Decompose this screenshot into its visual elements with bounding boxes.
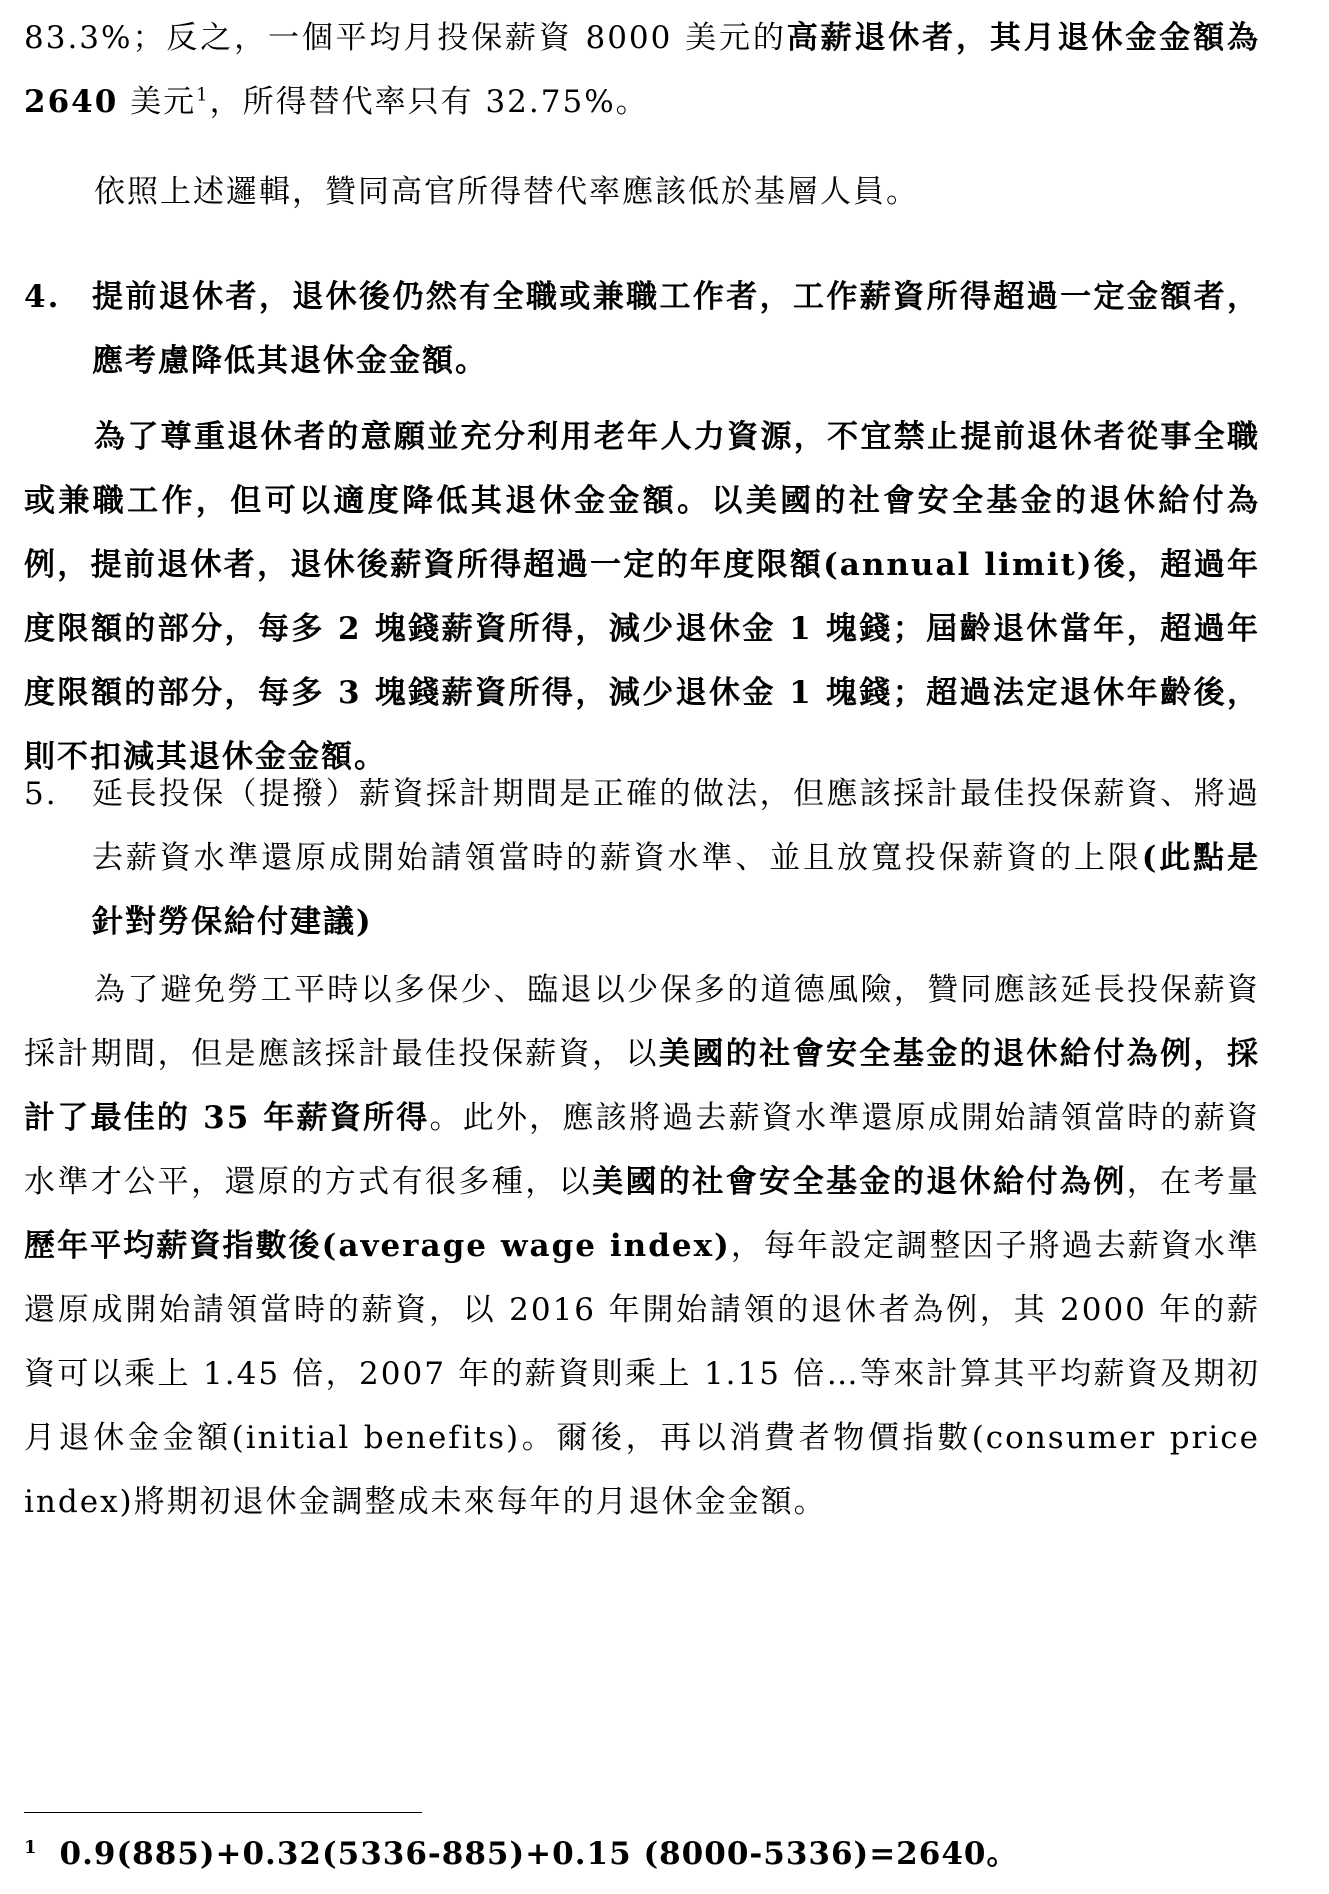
list-number: 5. (24, 776, 58, 812)
paragraph-wage-period (24, 958, 1260, 1534)
text-run: 為了避免勞工平時以多保少、臨退以少保多的道德風險，贊同應該延長投保薪資採計期間，但是應該採計最佳投保薪資，以 (24, 972, 1260, 1072)
text-run: 美元 (118, 84, 197, 120)
bold-text-run: 美國的社會安全基金的退休給付為例 (592, 1164, 1127, 1200)
list-heading-text (92, 762, 1260, 954)
text-run: ，每年設定調整因子將過去薪資水準還原成開始請領當時的薪資，以 2016 年開始請領的退休者為例，其 2000 年的薪資可以乘上 1.45 倍，2007 年的薪資則乘上 1.15 倍…等來計算其平均薪資及期初月退休金金額(initial benefits)。爾後，再以消費者物價指數(consumer price index)將期初退休金調整成未來每年的月退休金金額。 (24, 1228, 1261, 1520)
paragraph-replacement-rate (24, 6, 1260, 134)
text-run: ，在考量 (1126, 1164, 1261, 1200)
list-item-5-heading (24, 762, 1260, 954)
text-run: ，所得替代率只有 32.75%。 (209, 84, 649, 120)
paragraph-early-retirement: 為了尊重退休者的意願並充分利用老年人力資源，不宜禁止提前退休者從事全職或兼職工作，但可以適度降低其退休金金額。以美國的社會安全基金的退休給付為例，提前退休者，退休後薪資所得超過一定的年度限額(annual limit)後，超過年度限額的部分，每多 2 塊錢薪資所得，減少退休金 1 塊錢；屆齡退休當年，超過年度限額的部分，每多 3 塊錢薪資所得，減少退休金 1 塊錢；超過法定退休年齡後，則不扣減其退休金金額。 (24, 419, 1260, 775)
footnote-reference[interactable]: 1 (196, 84, 210, 106)
footnote (24, 1834, 1018, 1874)
list-item-4-heading (24, 265, 1260, 393)
list-number: 4. (24, 279, 61, 315)
bold-text-run: 美國的社會安全基金的退休給付為例，採計了最佳的 35 年薪資所得 (24, 1036, 1261, 1136)
bold-text-run: 歷年平均薪資指數後(average wage index) (24, 1228, 731, 1264)
list-heading-text: 提前退休者，退休後仍然有全職或兼職工作者，工作薪資所得超過一定金額者，應考慮降低其退休金金額。 (92, 279, 1260, 379)
text-run: 83.3%；反之，一個平均月投保薪資 8000 美元的 (24, 20, 787, 56)
footnote-separator (24, 1812, 422, 1813)
bold-text-run: (此點是針對勞保給付建議) (92, 840, 1261, 940)
text-run: 延長投保（提撥）薪資採計期間是正確的做法，但應該採計最佳投保薪資、將過去薪資水準還原成開始請領當時的薪資水準、並且放寬投保薪資的上限 (92, 776, 1260, 876)
text-run: 。此外，應該將過去薪資水準還原成開始請領當時的薪資水準才公平，還原的方式有很多種，以 (24, 1100, 1260, 1200)
bold-text-run: 高薪退休者，其月退休金金額為 2640 (24, 20, 1260, 120)
footnote-mark: 1 (24, 1836, 38, 1858)
paragraph-logic: 依照上述邏輯，贊同高官所得替代率應該低於基層人員。 (94, 174, 919, 210)
footnote-text: 0.9(885)+0.32(5336-885)+0.15 (8000-5336)=2640。 (59, 1836, 1019, 1872)
